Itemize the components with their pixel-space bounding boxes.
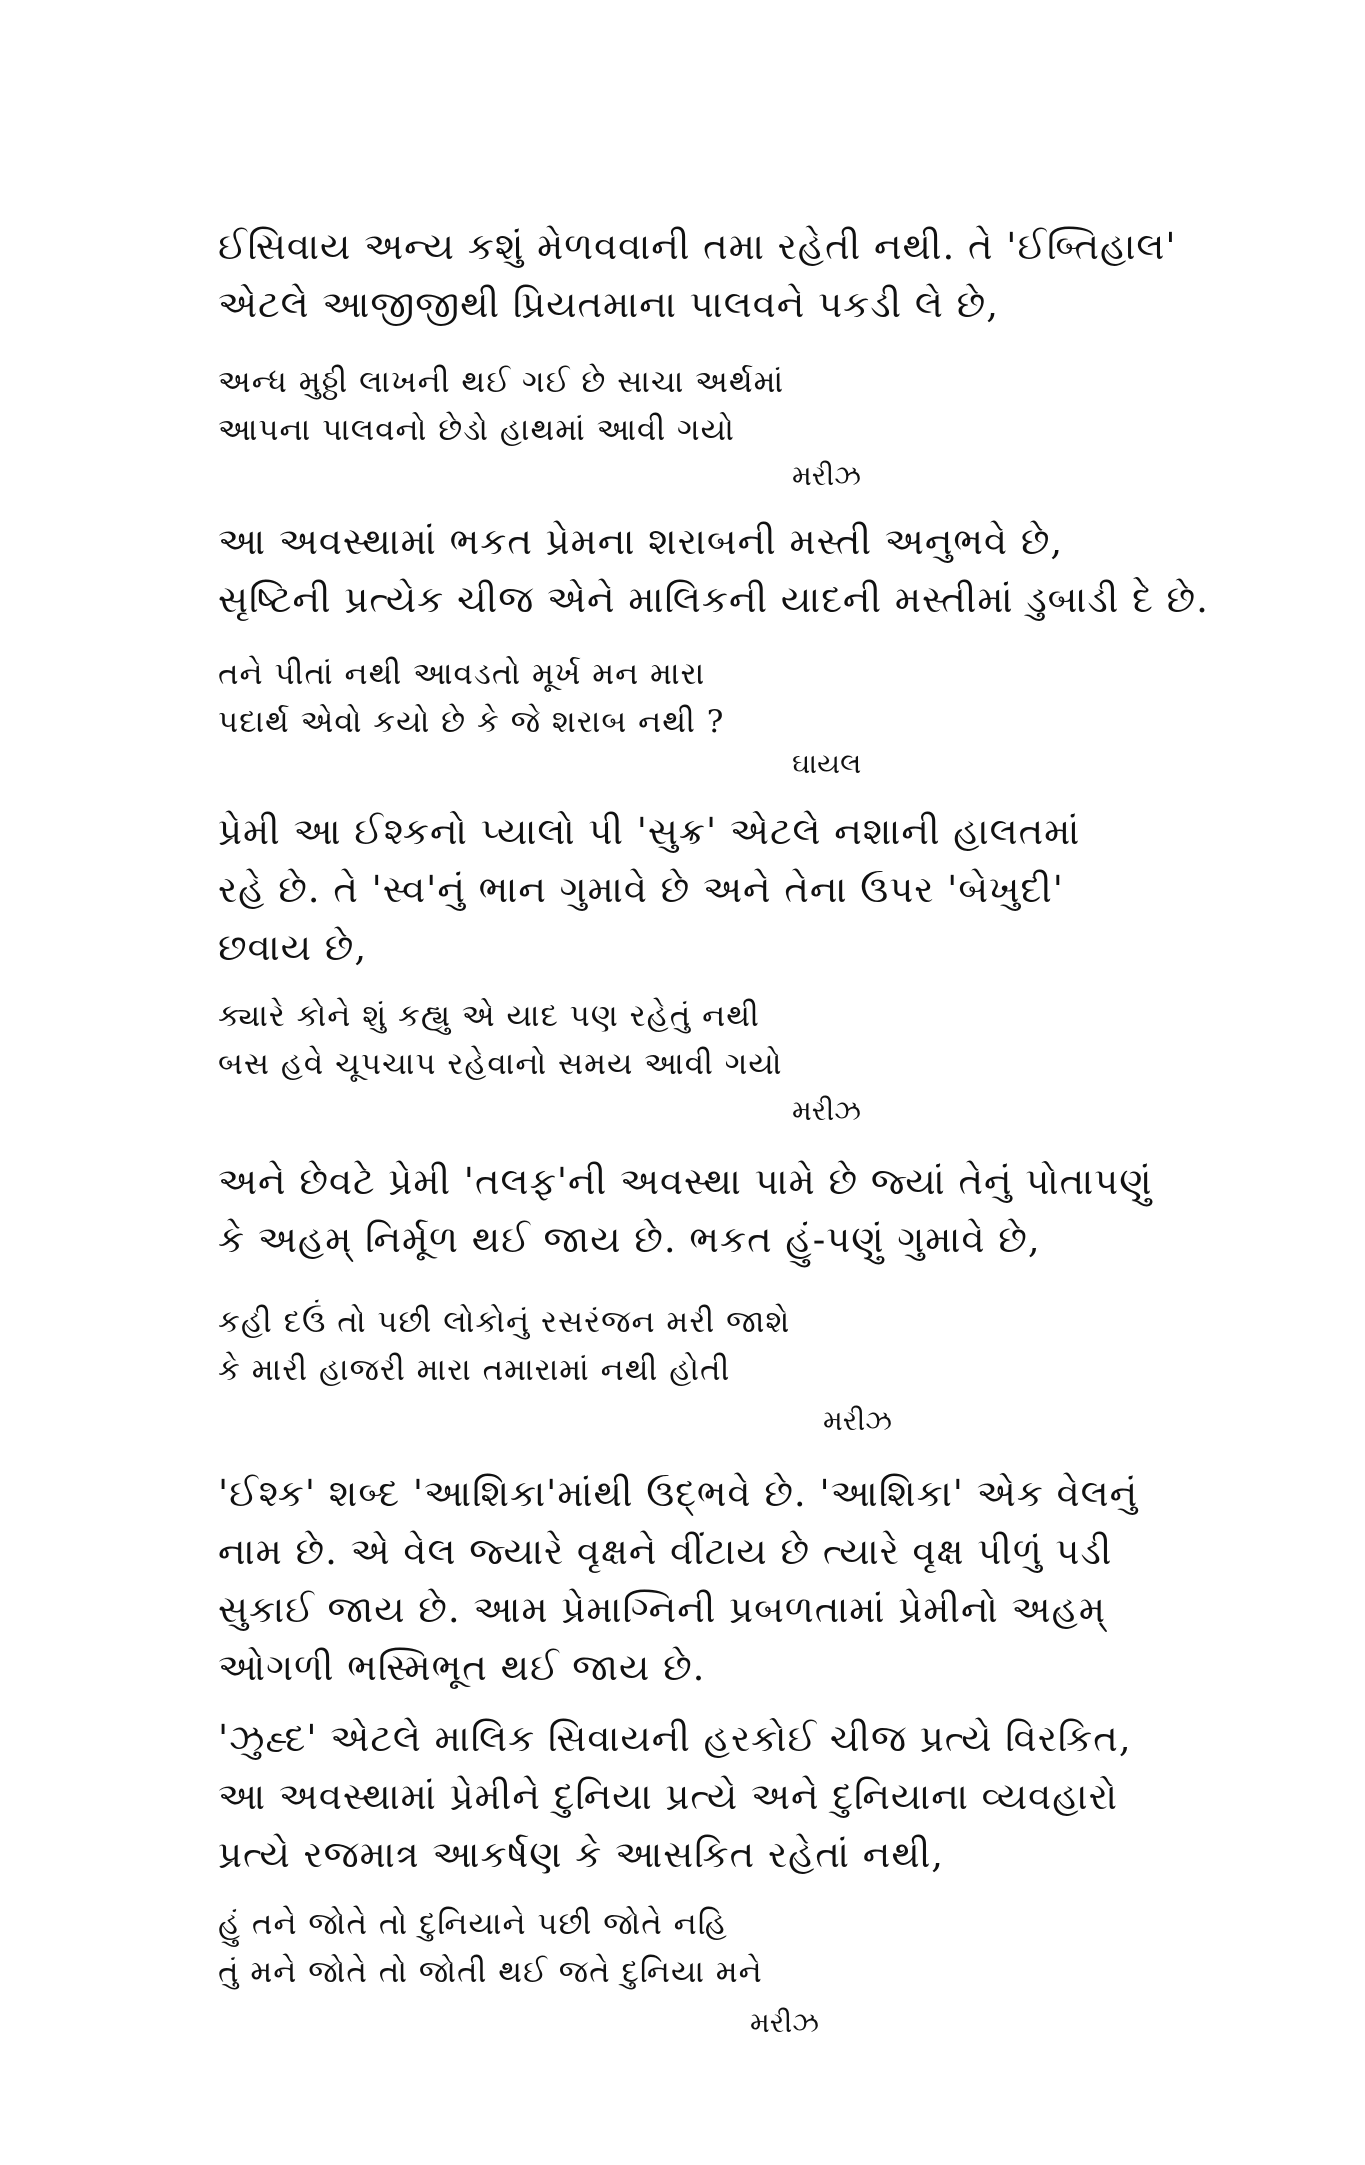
paragraph-line: રહે છે. તે 'સ્વ'નું ભાન ગુમાવે છે અને તેના ઉપર 'બેખુદી' [218,868,1064,911]
paragraph-line: આ અવસ્થામાં પ્રેમીને દુનિયા પ્રત્યે અને દુનિયાના વ્યવહારો [218,1775,1118,1818]
verse-line: હું તને જોતે તો દુનિયાને પછી જોતે નહિ [218,1906,728,1942]
paragraph-line: પ્રેમી આ ઈશ્કનો પ્યાલો પી 'સુક્ર' એટલે નશાની હાલતમાં [218,810,1081,853]
paragraph-6 [218,1710,1168,1884]
paragraph-line: એટલે આજીજીથી પ્રિયતમાના પાલવને પકડી લે છે, [218,283,999,326]
poet-name: મરીઝ [792,1094,861,1127]
paragraph-line: આ અવસ્થામાં ભકત પ્રેમના શરાબની મસ્તી અનુભવે છે, [218,520,1064,563]
paragraph-line: ઓગળી ભસ્મિભૂત થઈ જાય છે. [218,1646,706,1689]
paragraph-line: છવાય છે, [218,926,368,969]
paragraph-line: અને છેવટે પ્રેમી 'તલફ'ની અવસ્થા પામે છે જ્યાં તેનું પોતાપણું [218,1160,1153,1203]
paragraph-2 [218,513,1209,629]
paragraph-4 [218,1153,1168,1269]
verse-line: ક્યારે કોને શું કહ્યુ એ યાદ પણ રહેતું નથી [218,998,760,1034]
paragraph-line: સૃષ્ટિની પ્રત્યેક ચીજ એને માલિકની યાદની મસ્તીમાં ડુબાડી દે છે. [218,578,1209,621]
poet-name: મરીઝ [750,2006,819,2039]
poet-name: ઘાયલ [792,747,862,780]
paragraph-3 [218,803,1168,977]
verse-2 [218,650,918,746]
verse-1 [218,358,918,454]
paragraph-line: સુકાઈ જાય છે. આમ પ્રેમાગ્નિની પ્રબળતામાં પ્રેમીનો અહમ્ [218,1588,1106,1631]
verse-line: કહી દઉં તો પછી લોકોનું રસરંજન મરી જાશે [218,1304,791,1340]
verse-3 [218,992,918,1088]
paragraph-line: પ્રત્યે રજમાત્ર આકર્ષણ કે આસકિત રહેતાં નથી, [218,1833,945,1876]
poet-name: મરીઝ [792,459,861,492]
paragraph-1 [218,218,1177,334]
paragraph-line: 'ઈશ્ક' શબ્દ 'આશિકા'માંથી ઉદ્ભવે છે. 'આશિકા' એક વેલનું [218,1472,1139,1515]
verse-5 [218,1900,918,1996]
verse-line: અન્ધ મુઠ્ઠી લાખની થઈ ગઈ છે સાચા અર્થમાં [218,364,785,400]
verse-line: તને પીતાં નથી આવડતો મૂર્ખ મન મારા [218,656,706,692]
verse-line: પદાર્થ એવો કયો છે કે જે શરાબ નથી ? [218,704,725,740]
verse-line: કે મારી હાજરી મારા તમારામાં નથી હોતી [218,1352,731,1388]
verse-line: બસ હવે ચૂપચાપ રહેવાનો સમય આવી ગયો [218,1046,783,1082]
paragraph-5 [218,1465,1168,1697]
poet-name: મરીઝ [823,1404,892,1437]
paragraph-line: 'ઝુહ્દ' એટલે માલિક સિવાયની હરકોઈ ચીજ પ્રત્યે વિરકિત, [218,1717,1132,1760]
paragraph-line: કે અહમ્ નિર્મૂળ થઈ જાય છે. ભકત હું-પણું ગુમાવે છે, [218,1218,1041,1261]
verse-line: તું મને જોતે તો જોતી થઈ જતે દુનિયા મને [218,1954,763,1990]
verse-line: આપના પાલવનો છેડો હાથમાં આવી ગયો [218,412,735,448]
verse-4 [218,1298,918,1394]
paragraph-line: ઈસિવાય અન્ય કશું મેળવવાની તમા રહેતી નથી. તે 'ઈબ્તિહાલ' [218,225,1177,268]
paragraph-line: નામ છે. એ વેલ જ્યારે વૃક્ષને વીંટાય છે ત્યારે વૃક્ષ પીળું પડી [218,1530,1113,1573]
